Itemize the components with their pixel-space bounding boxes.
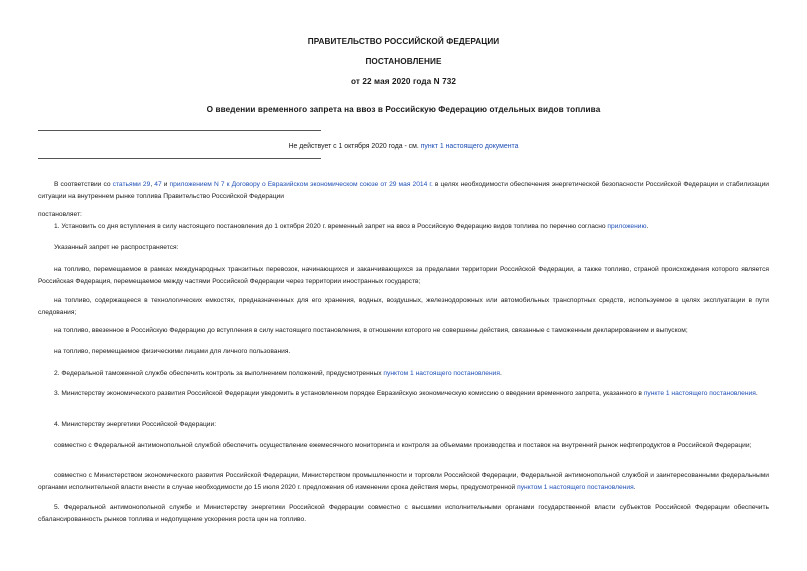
paragraph-3-text: 3. Министерству экономического развития Российской Федерации уведомить в установленном порядке Евразийскую экономическую комиссию о введении временного запрета, указанного в (54, 390, 644, 397)
exemption-imported: на топливо, ввезенное в Российскую Федерацию до вступления в силу настоящего постановления, в отношении которого не совершены действия, связанные с таможенным декларированием и выпуском; (54, 327, 688, 334)
status-note-link[interactable]: пункт 1 настоящего документа (420, 143, 519, 150)
paragraph-5: 5. Федеральной антимонопольной службе и Министерству энергетики Российской Федерации совместно с высшими исполнительными органами государственной власти субъектов Российской Федерации обеспечить сбалансированность рынков топлива и недопущение ускорения роста цен на топливо. (38, 504, 769, 523)
paragraph-1 (38, 221, 769, 233)
intro-text-2: , (150, 181, 155, 188)
exemption-tanks: на топливо, содержащееся в технологических емкостях, предназначенных для его хранения, водных, воздушных, железнодорожных или автомобильных транспортных средств, используемое в целях эксплуатации в пути следования; (38, 297, 769, 316)
intro-text-4: в целях необходимости обеспечения энергетической безопасности Российской Федерации и стабилизации ситуации на внутреннем рынке топлива Правительство Российской Федерации (38, 181, 769, 200)
paragraph-4b (38, 470, 769, 493)
decrees-line: постановляет: (38, 211, 82, 218)
paragraph-4b-text: совместно с Министерством экономического развития Российской Федерации, Министерством промышленности и торговли Российской Федерации, Федеральной антимонопольной службой и заинтересованными федеральными органами исполнительной власти внести в случае необходимости до 15 июля 2020 г. предложения об изменении срока действия меры, предусмотренной (38, 472, 769, 491)
doc-title: О введении временного запрета на ввоз в Российскую Федерацию отдельных видов топлива (206, 105, 601, 114)
intro-text-1: В соответствии со (54, 181, 113, 188)
paragraph-3 (38, 388, 769, 400)
exemption-intro: Указанный запрет не распространяется: (54, 244, 179, 251)
intro-paragraph (38, 179, 769, 202)
link-appendix[interactable]: приложению (607, 223, 647, 230)
paragraph-2-end: . (499, 370, 502, 377)
issuer-heading: ПРАВИТЕЛЬСТВО РОССИЙСКОЙ ФЕДЕРАЦИИ (307, 37, 500, 46)
doc-type-heading: ПОСТАНОВЛЕНИЕ (365, 57, 442, 66)
link-point-1-p2[interactable]: пунктом 1 настоящего постановления (383, 370, 500, 377)
paragraph-4a: совместно с Федеральной антимонопольной службой обеспечить осуществление ежемесячного мониторинга и контроля за объемами производства и поставок на внутренний рынок нефтепродуктов в Российской Федерации; (54, 442, 752, 449)
link-article-29[interactable]: статьями 29 (112, 181, 151, 188)
link-article-47[interactable]: 47 (154, 181, 162, 188)
intro-text-3: и (161, 181, 170, 188)
paragraph-2-text: 2. Федеральной таможенной службе обеспечить контроль за выполнением положений, предусмотренных (54, 370, 384, 377)
status-note-text: Не действует с 1 октября 2020 года - см. (288, 143, 421, 150)
divider-top (38, 130, 321, 131)
status-note (0, 143, 807, 150)
doc-date-heading: от 22 мая 2020 года N 732 (350, 77, 457, 86)
paragraph-4: 4. Министерству энергетики Российской Федерации: (54, 421, 217, 428)
exemption-personal: на топливо, перемещаемое физическими лицами для личного пользования. (54, 348, 291, 355)
paragraph-2 (38, 368, 769, 380)
paragraph-1-end: . (646, 223, 649, 230)
paragraph-3-end: . (755, 390, 758, 397)
paragraph-1-text: 1. Установить со дня вступления в силу настоящего постановления до 1 октября 2020 г. временный запрет на ввоз в Российскую Федерацию видов топлива по перечню согласно (54, 223, 608, 230)
link-annex-7[interactable]: приложением N 7 к Договору о Евразийском экономическом союзе от 29 мая 2014 г. (169, 181, 433, 188)
paragraph-4b-end: . (633, 483, 636, 491)
link-point-1-p3[interactable]: пункте 1 настоящего постановления (643, 390, 756, 397)
divider-bottom (38, 158, 321, 159)
link-point-1-p4b[interactable]: пунктом 1 настоящего постановления (517, 483, 634, 491)
exemption-transit: на топливо, перемещаемое в рамках международных транзитных перевозок, начинающихся и заканчивающихся за пределами территории Российской Федерации, а также топливо, страной происхождения которого является Российская Федерация, перемещаемое между частями Российской Федерации через территории иностранных государств; (38, 266, 769, 285)
